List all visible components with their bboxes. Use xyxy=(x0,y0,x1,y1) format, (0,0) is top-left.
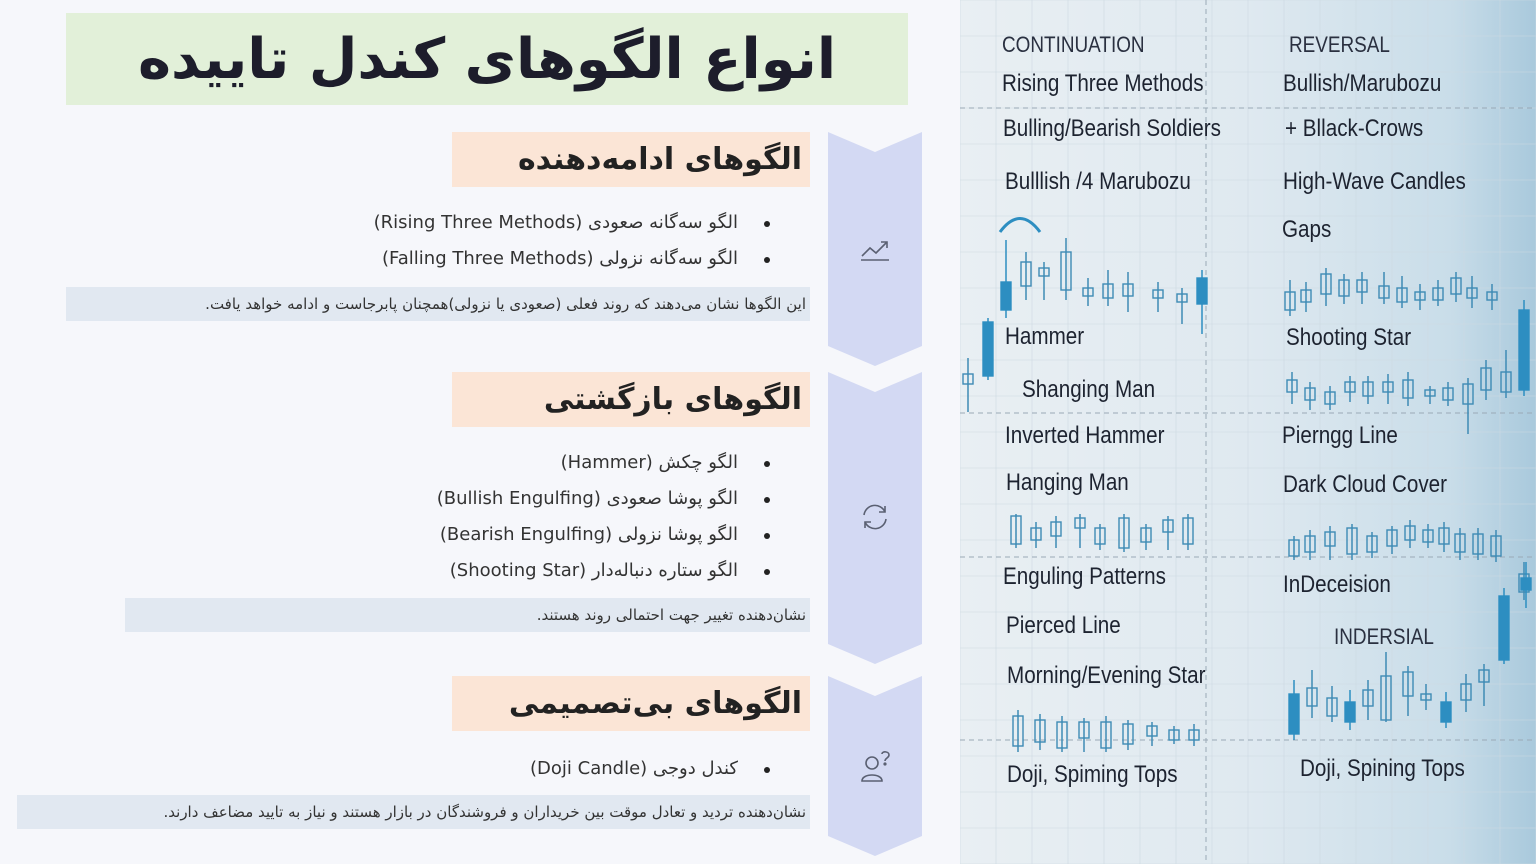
candle-body xyxy=(1499,596,1509,660)
panel-label: Bulllish /4 Marubozu xyxy=(1005,168,1191,195)
section-reversal-heading xyxy=(452,372,810,427)
panel-label: InDeceision xyxy=(1283,571,1391,598)
candle-body xyxy=(983,322,993,376)
panel-label: Doji, Spining Tops xyxy=(1300,755,1465,782)
reversal-list xyxy=(437,445,774,589)
candle-body xyxy=(1519,310,1529,390)
section-heading-text: الگوهای بی‌تصمیمی xyxy=(508,686,802,721)
panel-label: Bullish/Marubozu xyxy=(1283,70,1442,97)
panel-label: Enguling Patterns xyxy=(1003,563,1166,590)
list-item: الگو چکش (Hammer) xyxy=(437,445,774,481)
candle-body xyxy=(1197,278,1207,304)
panel-label: Inverted Hammer xyxy=(1005,422,1165,449)
user-question-icon xyxy=(858,750,892,784)
section-indecision-heading xyxy=(452,676,810,731)
candle-body xyxy=(1345,702,1355,722)
continuation-header: CONTINUATION xyxy=(1002,32,1145,57)
list-item: الگو سه‌گانه صعودی (Rising Three Methods) xyxy=(374,205,774,241)
list-item: الگو سه‌گانه نزولی (Falling Three Methods) xyxy=(374,241,774,277)
panel-label: Pierced Line xyxy=(1006,612,1121,639)
continuation-list xyxy=(374,205,774,277)
chevron-reversal xyxy=(828,372,922,664)
candle-body xyxy=(1001,282,1011,310)
candlestick-reference-image xyxy=(960,0,1536,864)
continuation-note xyxy=(66,287,810,321)
trend-up-icon xyxy=(858,232,892,266)
list-item: الگو ستاره دنباله‌دار (Shooting Star) xyxy=(437,553,774,589)
page-title-box xyxy=(66,13,908,105)
chevron-indecision xyxy=(828,676,922,856)
chevron-continuation xyxy=(828,132,922,366)
panel-label: Pierngg Line xyxy=(1282,422,1398,449)
indecision-list xyxy=(530,751,774,787)
candle-body xyxy=(1521,578,1531,590)
refresh-icon xyxy=(858,500,892,534)
panel-label: Gaps xyxy=(1282,216,1332,243)
section-continuation-heading xyxy=(452,132,810,187)
indecision-note xyxy=(17,795,810,829)
panel-label: Shooting Star xyxy=(1286,324,1412,351)
candle-body xyxy=(1441,702,1451,722)
reversal-note xyxy=(125,598,810,632)
panel-label: Doji, Spiming Tops xyxy=(1007,761,1178,788)
arc-mark xyxy=(1000,219,1040,233)
panel-label: Morning/Evening Star xyxy=(1007,662,1206,689)
panel-label: Bulling/Bearish Soldiers xyxy=(1003,115,1221,142)
list-item: کندل دوجی (Doji Candle) xyxy=(530,751,774,787)
section-heading-text: الگوهای ادامه‌دهنده xyxy=(517,142,802,177)
panel-label: + Bllack-Crows xyxy=(1285,115,1424,142)
section-heading-text: الگوهای بازگشتی xyxy=(543,382,802,417)
panel-label: Hammer xyxy=(1005,323,1085,350)
panel-label: Rising Three Methods xyxy=(1002,70,1204,97)
panel-label: Dark Cloud Cover xyxy=(1283,471,1448,498)
panel-label: Hanging Man xyxy=(1006,469,1129,496)
list-item: الگو پوشا نزولی (Bearish Engulfing) xyxy=(437,517,774,553)
note-text: نشان‌دهنده تردید و تعادل موقت بین خریداران و فروشندگان در بازار هستند و نیاز به تایید مضاعف دارند. xyxy=(163,803,806,821)
panel-label: INDERSIAL xyxy=(1334,624,1434,649)
note-text: این الگوها نشان می‌دهند که روند فعلی (صعودی یا نزولی)همچنان پابرجاست و ادامه خواهد یافت. xyxy=(205,295,806,313)
candle-body xyxy=(1289,694,1299,734)
list-item: الگو پوشا صعودی (Bullish Engulfing) xyxy=(437,481,774,517)
panel-label: High-Wave Candles xyxy=(1283,168,1466,195)
panel-label: Shanging Man xyxy=(1022,376,1156,403)
note-text: نشان‌دهنده تغییر جهت احتمالی روند هستند. xyxy=(536,606,806,624)
reversal-header: REVERSAL xyxy=(1289,32,1390,57)
page-title: انواع الگوهای کندل تاییده xyxy=(137,26,837,92)
